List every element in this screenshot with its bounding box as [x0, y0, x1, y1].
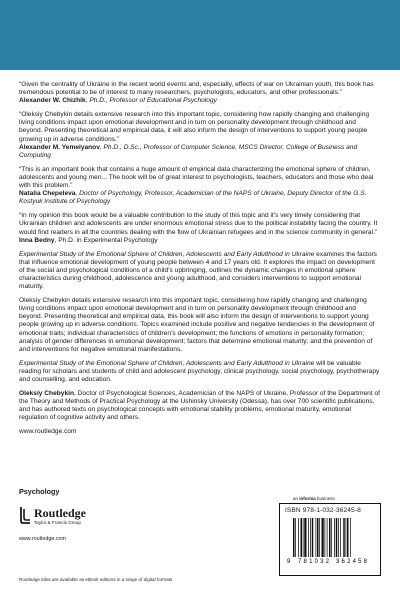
- endorser-credentials: , Ph.D., D.Sc., Professor of Computer Science, MSCS Director, College of Business and Computing: [19, 143, 358, 159]
- barcode-bar: [327, 518, 328, 557]
- quote-attribution: [19, 144, 381, 160]
- description-paragraph: [19, 251, 381, 291]
- barcode-bar: [301, 518, 303, 557]
- endorser-credentials: , Doctor of Psychology, Professor, Academician of the NAPS of Ukraine, Deputy Director of the G.S. Kostyuk Institute of Psychology: [19, 190, 367, 206]
- publisher-group: Taylor & Francis Group: [34, 520, 81, 525]
- barcode-bar: [338, 518, 339, 557]
- quote-attribution: [19, 190, 381, 206]
- description-paragraph: [19, 360, 381, 384]
- barcode-bar: [350, 518, 351, 557]
- barcode-first-digit: 9: [287, 559, 291, 565]
- barcode-bar: [325, 518, 326, 557]
- informa-brand: informa: [299, 496, 316, 501]
- barcode-bar: [319, 518, 320, 557]
- barcode-bar: [312, 518, 314, 557]
- endorsement-quote: [19, 111, 381, 160]
- description-paragraph: Oleksiy Chebykin details extensive research into this important topic, considering how rapidly changing and challenging living conditions impact upon emotional development and in turn on personality development through childhood and beyond. Presenting theoretical and empirical data, this book will also inform the design of interventions to support young people growing up in adverse conditions. Topics examined include positive and negative tendencies in the development of emotional traits; individual characteristics of children’s development; the functions of emotions in personality formation; analysis of gender differences in emotional development; factors that determine emotional maturity; and the prevention of and interventions for negative emotional manifestations.: [19, 297, 375, 353]
- author-bio: [19, 390, 381, 422]
- barcode-bar: [317, 518, 319, 557]
- quote-text: “Oleksiy Chebykin details extensive research into this important topic, considering how rapidly changing and challenging living conditions impact upon emotional development and in turn on personality development through childhood and beyond. Presenting theoretical and empirical data, it will also inform the design of interventions to support young people growing up in adverse conditions.”: [19, 111, 370, 143]
- quote-attribution: [19, 237, 381, 245]
- barcode-bar: [295, 518, 296, 557]
- isbn-barcode-box: [279, 503, 381, 576]
- informa-prefix: an: [293, 496, 300, 501]
- barcode-bar: [303, 518, 304, 557]
- ebook-note: Routledge titles are available as eBook editions in a range of digital formats: [19, 577, 173, 582]
- barcode-bar: [316, 518, 317, 557]
- barcode-left-digits: 781032: [298, 559, 332, 565]
- quote-text: “Given the centrality of Ukraine in the recent world events and, especially, effects of war on Ukrainian youth, this book has tremendous potential to be of interest to many researchers, psychologists, educators, and other professionals.”: [19, 81, 374, 97]
- quote-text: “In my opinion this book would be a valuable contribution to the study of this topic and it’s very timely considering that Ukrainian children and adolescents are under enormous emotional stress due to the political instability facing the country. It would find readers in all the countries dealing with the flow of Ukrainian refugees and in the science community in general.”: [19, 212, 378, 236]
- routledge-logo: [19, 505, 169, 550]
- quote-text: “This is an important book that contains a huge amount of empirical data characterizing the emotional sphere of children, adolescents and young men... The book will be of great interest to psychologists, teachers, educators and those who deal with this problem.”: [19, 165, 374, 190]
- paragraph-text: examines the factors that influence emotional development of young people between 4 and 17 years old. It explores the impact on development of the social and psychological conditions of a child’s upbringing, outlines the dynamic changes in emotional sphere characteristics during childhood, adolescence and young adulthood, and considers interventions to support emotional maturity.: [19, 250, 377, 291]
- author-bio-text: , Doctor of Psychological Sciences, Academician of the NAPS of Ukraine, Professor of the Department of the Theory and Methods of Practical Psychology at the Ushinsky University (Odessa), has over 700 scientific publications, and has authored texts on psychological concepts with emotional stability problems, emotional maturity, emotional regulation of cognitive activity and others.: [19, 390, 381, 422]
- barcode-bar: [308, 518, 309, 557]
- endorser-credentials: , Ph.D., Professor of Educational Psychology: [85, 97, 217, 105]
- publisher-website[interactable]: www.routledge.com: [19, 536, 67, 542]
- subject-category: Psychology: [19, 487, 60, 496]
- barcode-bar: [336, 518, 338, 557]
- barcode-bar: [343, 518, 345, 557]
- barcode: [286, 517, 376, 565]
- routledge-mark-icon: [19, 506, 31, 524]
- barcode-bar: [347, 518, 349, 557]
- back-cover-text: [19, 81, 381, 447]
- paragraph-text: will be valuable reading for scholars and students of child and adolescent psychology, clinical psychology, social psychology, psychotherapy and counselling, and education.: [19, 359, 380, 383]
- endorser-name: Inna Bedny: [19, 236, 55, 244]
- barcode-bar: [334, 518, 335, 557]
- barcode-bar: [346, 518, 347, 557]
- endorser-name: Alexander W. Chizhik: [19, 97, 86, 105]
- barcode-bar: [293, 518, 295, 557]
- barcode-right-digits: 362458: [336, 559, 370, 565]
- author-name: Oleksiy Chebykin: [19, 390, 74, 398]
- endorser-name: Alexander M. Yemelyanov: [19, 143, 100, 151]
- barcode-bar: [310, 518, 311, 557]
- barcode-bar: [340, 518, 341, 557]
- publisher-name: Routledge: [34, 506, 86, 520]
- informa-business-label: [293, 496, 335, 501]
- barcode-bar: [322, 518, 324, 557]
- book-title-italic: Experimental Study of the Emotional Sphere of Children, Adolescents and Early Adulthood in Ukraine: [19, 250, 315, 258]
- barcode-bar: [304, 518, 306, 557]
- isbn-number: ISBN 978-1-032-36245-8: [285, 507, 361, 514]
- informa-suffix: business: [315, 496, 335, 501]
- barcode-bar: [298, 518, 299, 557]
- cover-color-band: [0, 0, 400, 70]
- endorser-credentials: , Ph.D. in Experimental Psychology: [54, 236, 158, 244]
- endorsement-quote: [19, 212, 381, 244]
- quote-attribution: [19, 97, 381, 105]
- publisher-url[interactable]: www.routledge.com: [19, 428, 77, 436]
- endorsement-quote: [19, 81, 381, 105]
- endorsement-quote: [19, 166, 381, 206]
- book-title-italic: Experimental Study of the Emotional Sphere of Children, Adolescents and Early Adulthood in Ukraine: [19, 359, 315, 367]
- barcode-bar: [331, 518, 332, 557]
- endorser-name: Natalia Chepeleva: [19, 190, 76, 198]
- barcode-bar: [329, 518, 331, 557]
